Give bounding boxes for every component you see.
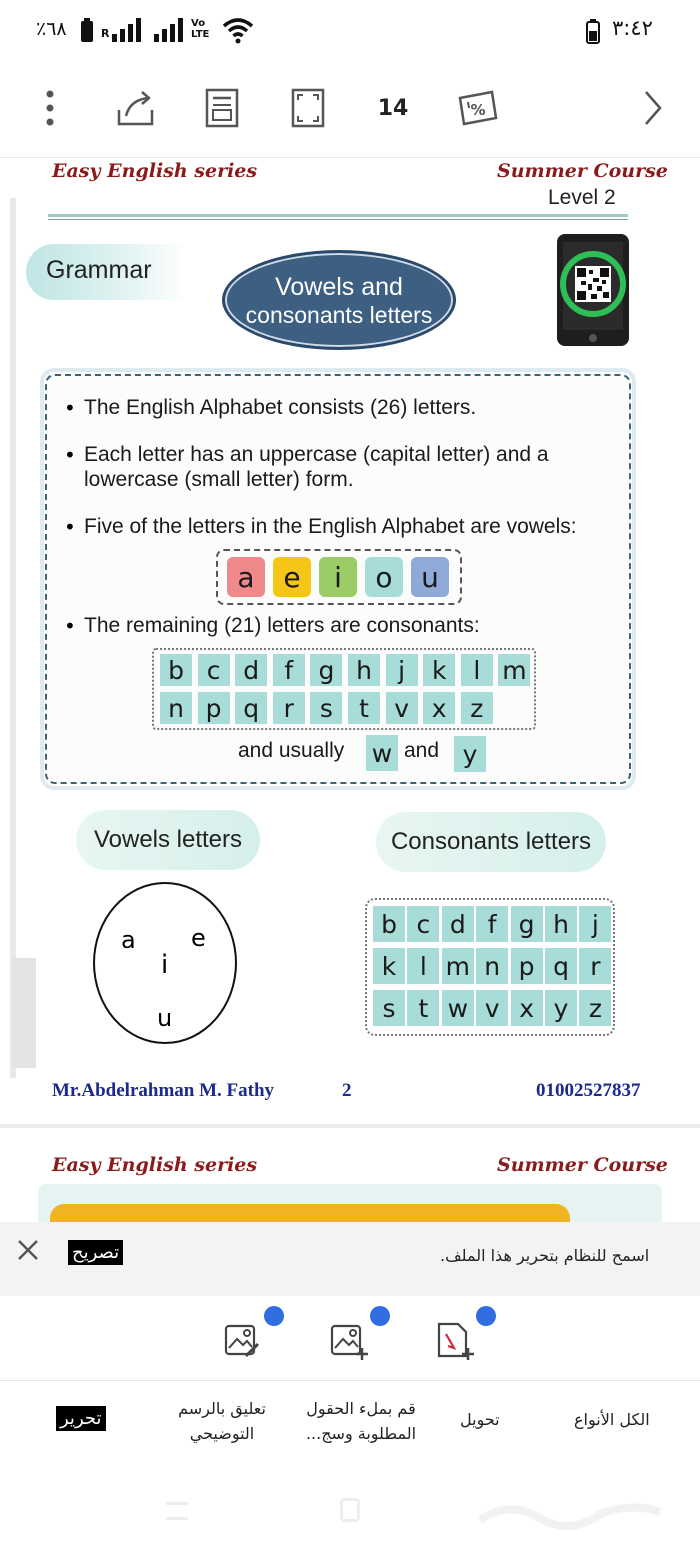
grid-consonant-d: d [442, 906, 474, 942]
grid-consonant-b: b [373, 906, 405, 942]
chevron-right-icon[interactable] [632, 88, 672, 128]
bottom-tools-panel [0, 1296, 700, 1556]
fullscreen-icon[interactable] [288, 88, 328, 128]
footer-phone: 01002527837 [536, 1080, 641, 1101]
consonant-n: n [160, 692, 192, 724]
circle-letter-u: u [157, 1004, 173, 1032]
consonants-letters-label: Consonants letters [376, 812, 606, 872]
grid-consonant-s: s [373, 990, 405, 1026]
battery-icon [80, 17, 94, 43]
footer-page-number: 2 [342, 1080, 352, 1101]
consonant-v: v [386, 692, 418, 724]
grid-consonant-g: g [511, 906, 543, 942]
circle-letter-i: i [161, 950, 169, 980]
grid-consonant-h: h [545, 906, 577, 942]
haraj-watermark [470, 1492, 670, 1532]
signal-icon-2 [154, 18, 186, 42]
grammar-tab [26, 244, 186, 300]
next-page [0, 1128, 700, 1228]
snackbar-message: اسمح للنظام بتحرير هذا الملف. [440, 1246, 650, 1265]
battery-charging-icon [586, 18, 600, 44]
consonant-grid [365, 898, 615, 1036]
bullet-dot: • [64, 515, 76, 539]
circle-letter-a: a [121, 926, 136, 954]
grid-consonant-t: t [407, 990, 439, 1026]
consonant-s: s [310, 692, 342, 724]
usually-w: w [366, 735, 398, 771]
consonant-k: k [423, 654, 455, 686]
document-page [0, 158, 700, 1124]
nav-home-icon[interactable] [340, 1498, 360, 1522]
grammar-label: Grammar [46, 256, 152, 284]
tab-annotate-line-2: التوضيحي [189, 1424, 255, 1443]
bullet-consonants: The remaining (21) letters are consonants: [84, 614, 480, 637]
grid-consonant-q: q [545, 948, 577, 984]
usually-and: and [404, 739, 440, 762]
page-binding-shadow [12, 958, 36, 1068]
header-rule [48, 214, 628, 217]
consonant-z: z [461, 692, 493, 724]
clock: ٣:٤٢ [612, 16, 653, 40]
bullet-dot: • [64, 396, 76, 420]
bullet-dot: • [64, 443, 76, 467]
volte-indicator: Vo LTE [191, 18, 210, 40]
tab-convert[interactable]: تحويل [460, 1410, 500, 1429]
grid-consonant-m: m [442, 948, 474, 984]
grid-consonant-x: x [511, 990, 543, 1026]
consonant-h: h [348, 654, 380, 686]
grid-consonant-j: j [579, 906, 611, 942]
bullet-alphabet: The English Alphabet consists (26) letters. [84, 396, 477, 419]
grid-consonant-k: k [373, 948, 405, 984]
tab-annotate-line-1: تعليق بالرسم [178, 1399, 266, 1418]
grid-consonant-f: f [476, 906, 508, 942]
grid-consonant-n: n [476, 948, 508, 984]
image-edit-icon[interactable] [222, 1320, 262, 1360]
grid-consonant-y: y [545, 990, 577, 1026]
pro-badge-icon [476, 1306, 496, 1326]
grid-consonant-r: r [579, 948, 611, 984]
page-edge-shadow [10, 198, 16, 1078]
grid-consonant-z: z [579, 990, 611, 1026]
vowels-letters-label: Vowels letters [76, 810, 260, 870]
usually-text: and usually [238, 739, 345, 762]
status-bar [0, 0, 700, 60]
consonant-m: m [498, 654, 530, 686]
roaming-indicator: R [101, 27, 110, 40]
svg-text:%: % [470, 101, 486, 119]
title-line-2: consonants letters [245, 302, 433, 328]
consonant-d: d [235, 654, 267, 686]
circle-letter-e: e [191, 924, 206, 952]
pro-badge-icon [370, 1306, 390, 1326]
next-course-header: Summer Course [497, 1154, 668, 1176]
page-number-box[interactable] [372, 88, 414, 128]
vowel-e: e [273, 557, 311, 597]
consonant-r: r [273, 692, 305, 724]
next-series-header: Easy English series [52, 1154, 258, 1176]
tab-edit[interactable]: تحرير [56, 1406, 106, 1431]
panel-divider [0, 1380, 700, 1381]
consonant-p: p [198, 692, 230, 724]
image-add-icon[interactable] [328, 1320, 368, 1360]
vowel-a: a [227, 557, 265, 597]
title-oval [222, 250, 456, 350]
nav-recents-icon[interactable] [166, 1502, 188, 1520]
consonant-l: l [461, 654, 493, 686]
grid-consonant-c: c [407, 906, 439, 942]
viewer-toolbar [0, 60, 700, 158]
tab-fill-sign[interactable] [296, 1396, 426, 1446]
vowel-i: i [319, 557, 357, 597]
consonant-f: f [273, 654, 305, 686]
reading-mode-icon[interactable] [202, 88, 242, 128]
tab-fill-sign-line-1: قم بملء الحقول [306, 1399, 416, 1418]
consonants-strip [152, 648, 536, 730]
tab-all-types[interactable]: الكل الأنواع [574, 1410, 650, 1429]
level-label: Level 2 [548, 186, 616, 209]
consonant-j: j [386, 654, 418, 686]
bullet-vowels: Five of the letters in the English Alphabet are vowels: [84, 515, 577, 538]
signal-icon-1 [112, 18, 148, 42]
bullet-case-line-1: Each letter has an uppercase (capital letter) and a [84, 443, 549, 466]
pro-badge-icon [264, 1306, 284, 1326]
vowels-strip [216, 549, 462, 605]
close-icon[interactable] [16, 1238, 40, 1262]
consonant-q: q [235, 692, 267, 724]
pdf-sign-icon[interactable] [434, 1320, 474, 1360]
more-vert-icon[interactable] [30, 88, 70, 128]
consonant-t: t [348, 692, 380, 724]
grid-consonant-l: l [407, 948, 439, 984]
tab-fill-sign-line-2: المطلوبة وسج... [305, 1424, 417, 1443]
discount-tag-icon[interactable] [456, 88, 500, 128]
course-header: Summer Course [497, 160, 668, 182]
series-header: Easy English series [52, 160, 258, 182]
permission-snackbar [0, 1222, 700, 1296]
wifi-icon [222, 16, 254, 44]
header-rule-thin [48, 219, 628, 220]
grid-consonant-p: p [511, 948, 543, 984]
consonant-g: g [310, 654, 342, 686]
bullet-case-line-2: lowercase (small letter) form. [84, 468, 354, 491]
battery-percent: ٪٦٨ [36, 18, 67, 40]
title-line-1: Vowels and [275, 273, 403, 301]
consonant-c: c [198, 654, 230, 686]
footer-author: Mr.Abdelrahman M. Fathy [52, 1080, 275, 1101]
qr-code [557, 234, 629, 346]
tab-annotate[interactable] [172, 1396, 272, 1446]
vowel-o: o [365, 557, 403, 597]
page-number: 14 [377, 95, 409, 121]
share-icon[interactable] [116, 88, 156, 128]
vowel-u: u [411, 557, 449, 597]
consonant-x: x [423, 692, 455, 724]
consonant-b: b [160, 654, 192, 686]
grid-consonant-v: v [476, 990, 508, 1026]
grid-consonant-w: w [442, 990, 474, 1026]
bullet-dot: • [64, 614, 76, 638]
vowels-circle [93, 882, 237, 1044]
allow-button[interactable]: تصريح [68, 1240, 123, 1265]
usually-y: y [454, 736, 486, 772]
